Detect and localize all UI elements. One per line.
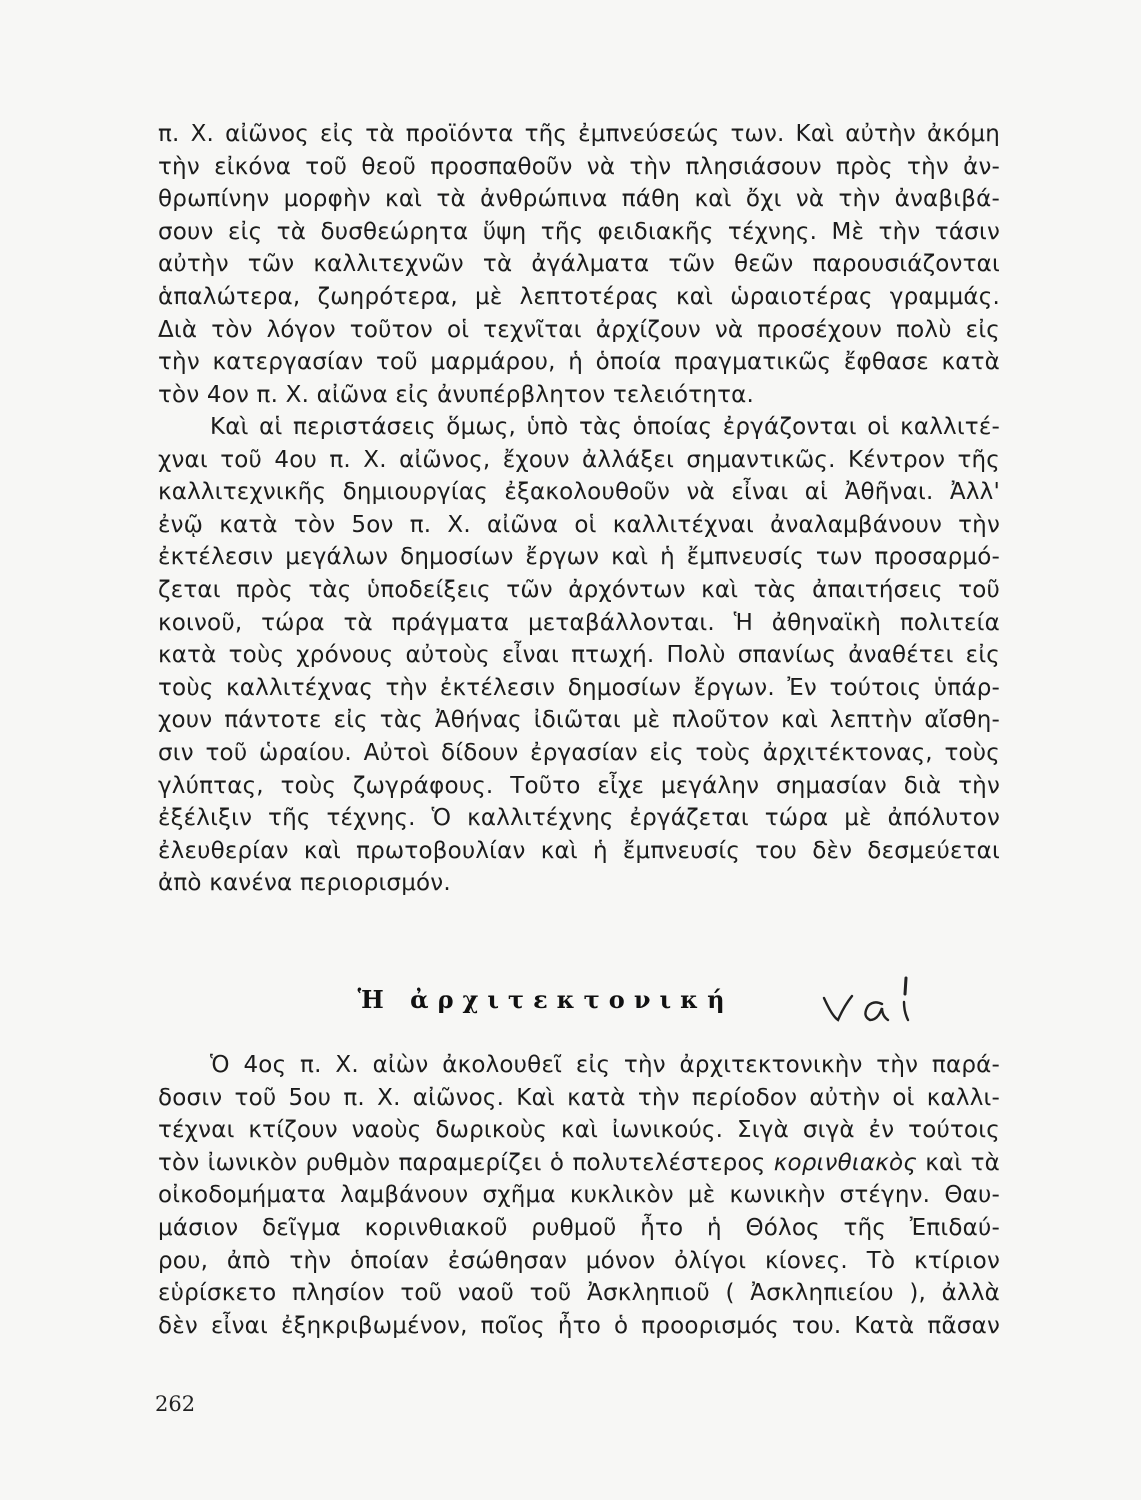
text-line: τοὺς καλλιτέχνας τὴν ἐκτέλεσιν δημοσίων ἔργων. Ἐν τούτοις ὑπάρ-	[158, 674, 1000, 701]
text-line: αὐτὴν τῶν καλλιτεχνῶν τὰ ἀγάλματα τῶν θεῶν παρουσιάζονται	[158, 251, 1000, 278]
page-number: 262	[155, 1392, 196, 1416]
text-line: γλύπτας, τοὺς ζωγράφους. Τοῦτο εἶχε μεγάλην σημασίαν διὰ τὴν	[158, 772, 1000, 799]
text-line: εὑρίσκετο πλησίον τοῦ ναοῦ τοῦ Ἀσκληπιοῦ ( Ἀσκληπιείου ), ἀλλὰ	[158, 1280, 1000, 1307]
text-line: τέχναι κτίζουν ναοὺς δωρικοὺς καὶ ἰωνικούς. Σιγὰ σιγὰ ἐν τούτοις	[158, 1117, 1000, 1144]
section-heading-text: Ἡ ἀρχιτεκτονική	[357, 985, 734, 1014]
italic-term: κορινθιακὸς	[773, 1149, 917, 1176]
text-line: δοσιν τοῦ 5ου π. Χ. αἰῶνος. Καὶ κατὰ τὴν περίοδον αὐτὴν οἱ καλλι-	[158, 1084, 1000, 1111]
text-segment: τὸν ἰωνικὸν ρυθμὸν παραμερίζει ὁ πολυτελέστερος	[158, 1149, 766, 1176]
text-line: ἐξέλιξιν τῆς τέχνης. Ὁ καλλιτέχνης ἐργάζεται τώρα μὲ ἀπόλυτον	[158, 805, 1000, 832]
text-line: μάσιον δεῖγμα κορινθιακοῦ ρυθμοῦ ἦτο ἡ Θόλος τῆς Ἐπιδαύ-	[158, 1214, 1000, 1241]
text-line: οἰκοδομήματα λαμβάνουν σχῆμα κυκλικὸν μὲ κωνικὴν στέγην. Θαυ-	[158, 1182, 1000, 1209]
text-line: ἐνῷ κατὰ τὸν 5ον π. Χ. αἰῶνα οἱ καλλιτέχναι ἀναλαμβάνουν τὴν	[158, 511, 1000, 538]
text-line: ἐλευθερίαν καὶ πρωτοβουλίαν καὶ ἡ ἔμπνευσίς του δὲν δεσμεύεται	[158, 837, 1000, 864]
text-line: Ὁ 4ος π. Χ. αἰὼν ἀκολουθεῖ εἰς τὴν ἀρχιτεκτονικὴν τὴν παρά-	[210, 1052, 1000, 1078]
handwritten-note-drawing	[818, 976, 928, 1026]
text-line: ζεται πρὸς τὰς ὑποδείξεις τῶν ἀρχόντων καὶ τὰς ἀπαιτήσεις τοῦ	[158, 576, 1000, 603]
text-line: ἁπαλώτερα, ζωηρότερα, μὲ λεπτοτέρας καὶ ὡραιοτέρας γραμμάς.	[158, 283, 1000, 310]
text-line: δὲν εἶναι ἐξηκριβωμένον, ποῖος ἦτο ὁ προορισμός του. Κατὰ πᾶσαν	[158, 1312, 1000, 1339]
handwritten-note-text: Ναι	[818, 976, 820, 977]
section-heading	[0, 985, 1141, 1014]
text-line: χουν πάντοτε εἰς τὰς Ἀθήνας ἰδιῶται μὲ πλοῦτον καὶ λεπτὴν αἴσθη-	[158, 707, 1000, 734]
text-line: τὴν κατεργασίαν τοῦ μαρμάρου, ἡ ὁποία πραγματικῶς ἔφθασε κατὰ	[158, 349, 1000, 376]
text-line: ρου, ἀπὸ τὴν ὁποίαν ἐσώθησαν μόνον ὀλίγοι κίονες. Τὸ κτίριον	[158, 1247, 1000, 1274]
text-line: τὸν 4ον π. Χ. αἰῶνα εἰς ἀνυπέρβλητον τελειότητα.	[158, 381, 754, 408]
paragraph-3	[158, 1049, 1000, 1342]
paragraph-1	[158, 118, 1000, 411]
text-line: ἀπὸ κανένα περιορισμόν.	[158, 870, 451, 897]
text-line: σουν εἰς τὰ δυσθεώρητα ὕψη τῆς φειδιακῆς τέχνης. Μὲ τὴν τάσιν	[158, 218, 1000, 245]
paragraph-2	[158, 411, 1000, 900]
text-line: κατὰ τοὺς χρόνους αὐτοὺς εἶναι πτωχή. Πολὺ σπανίως ἀναθέτει εἰς	[158, 642, 1000, 669]
text-line: σιν τοῦ ὡραίου. Αὐτοὶ δίδουν ἐργασίαν εἰς τοὺς ἀρχιτέκτονας, τοὺς	[158, 739, 1000, 766]
text-line: καλλιτεχνικῆς δημιουργίας ἐξακολουθοῦν νὰ εἶναι αἱ Ἀθῆναι. Ἀλλ'	[158, 479, 1000, 506]
text-line: κοινοῦ, τώρα τὰ πράγματα μεταβάλλονται. Ἡ ἀθηναϊκὴ πολιτεία	[158, 609, 1000, 636]
text-line: Καὶ αἱ περιστάσεις ὅμως, ὑπὸ τὰς ὁποίας ἐργάζονται οἱ καλλιτέ-	[210, 414, 1000, 440]
handwritten-note	[818, 976, 928, 1026]
text-line: π. Χ. αἰῶνος εἰς τὰ προϊόντα τῆς ἐμπνεύσεώς των. Καὶ αὐτὴν ἀκόμη	[158, 121, 1000, 147]
text-line-with-italic	[158, 1147, 1000, 1180]
text-segment: καὶ τὰ	[925, 1149, 1000, 1176]
text-line: χναι τοῦ 4ου π. Χ. αἰῶνος, ἔχουν ἀλλάξει σημαντικῶς. Κέντρον τῆς	[158, 446, 1000, 473]
text-line: θρωπίνην μορφὴν καὶ τὰ ἀνθρώπινα πάθη καὶ ὄχι νὰ τὴν ἀναβιβά-	[158, 186, 1000, 213]
text-line: Διὰ τὸν λόγον τοῦτον οἱ τεχνῖται ἀρχίζουν νὰ προσέχουν πολὺ εἰς	[158, 316, 1000, 343]
text-line: ἐκτέλεσιν μεγάλων δημοσίων ἔργων καὶ ἡ ἔμπνευσίς των προσαρμό-	[158, 544, 1000, 571]
text-line: τὴν εἰκόνα τοῦ θεοῦ προσπαθοῦν νὰ τὴν πλησιάσουν πρὸς τὴν ἀν-	[158, 153, 1000, 180]
